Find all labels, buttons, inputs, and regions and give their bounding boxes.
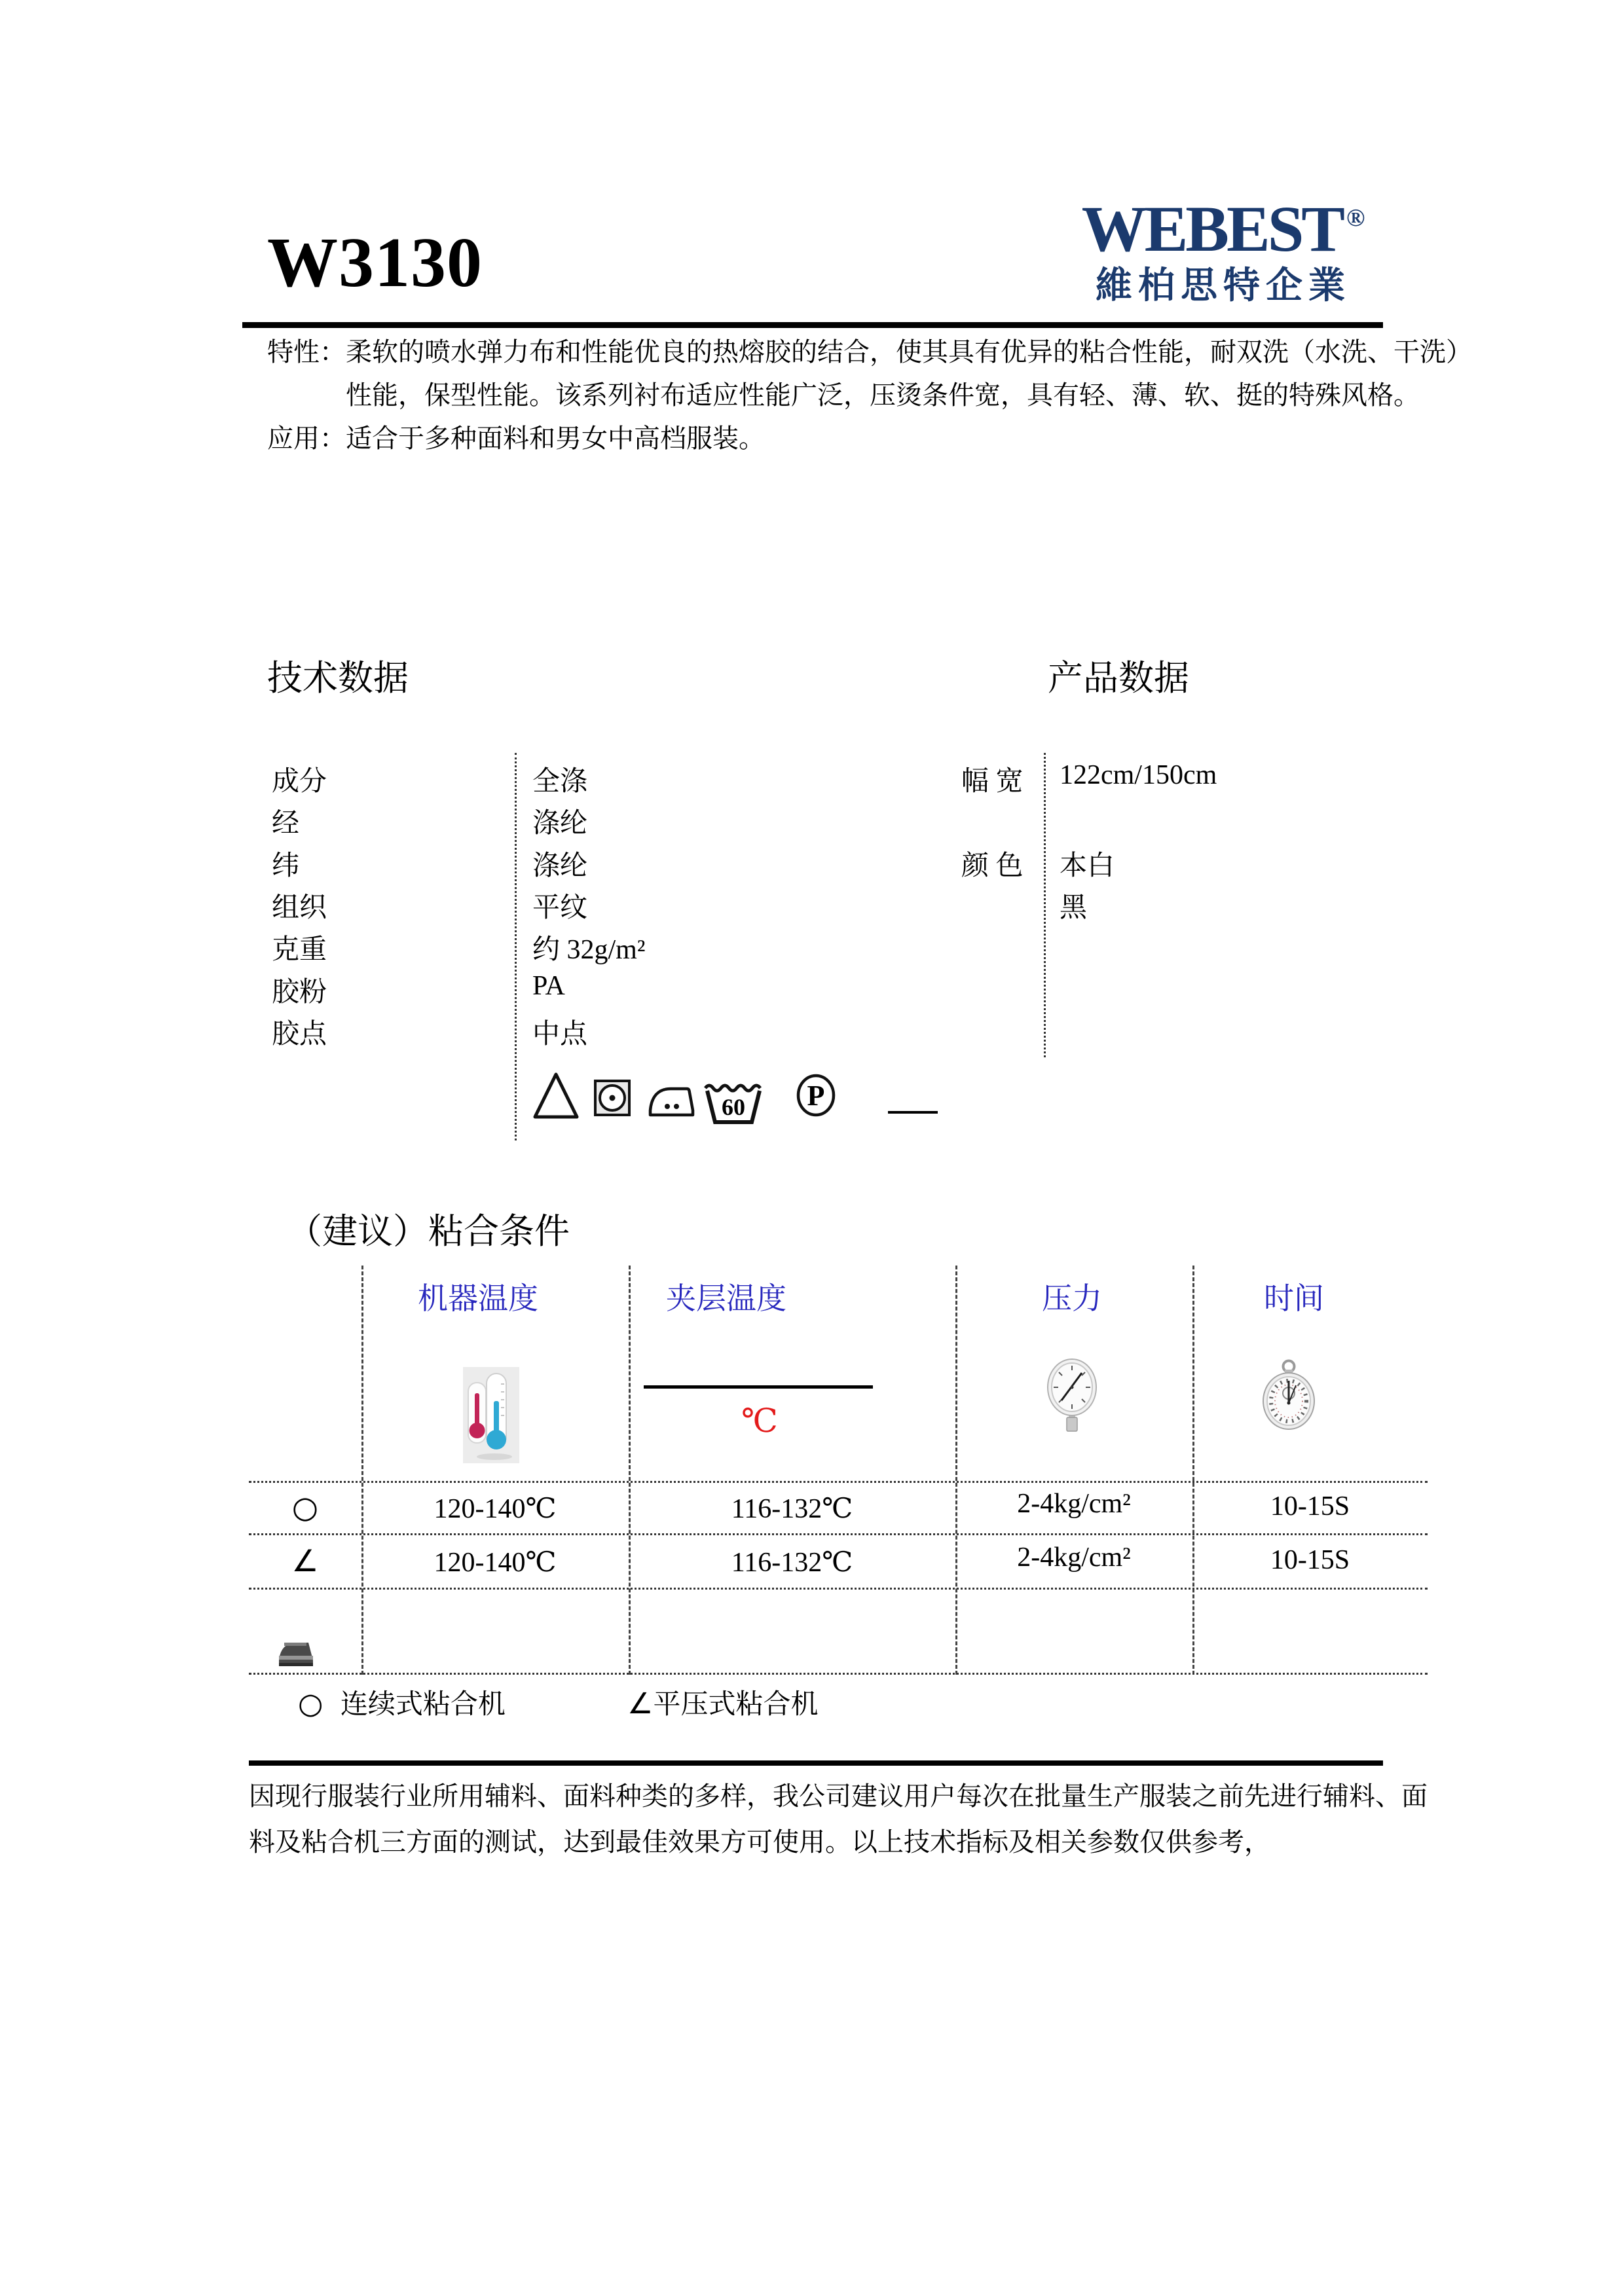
footer-note-line-2: 料及粘合机三方面的测试，达到最佳效果方可使用。以上技术指标及相关参数仅供参考， bbox=[249, 1827, 1270, 1857]
interlayer-temp-value: 116-132℃ bbox=[731, 1494, 853, 1524]
brand-name: WEBEST bbox=[1081, 192, 1343, 265]
time-value: 10-15S bbox=[1270, 1491, 1350, 1522]
bonding-table bbox=[249, 1266, 1428, 1676]
machine-temp-value: 120-140℃ bbox=[434, 1548, 557, 1578]
application-line bbox=[267, 423, 765, 454]
table-row-line bbox=[249, 1588, 1428, 1590]
tech-row-label: 成分 bbox=[272, 767, 327, 797]
col-header-time: 时间 bbox=[1264, 1282, 1324, 1315]
application-text: 适合于多种面料和男女中高档服装。 bbox=[346, 424, 765, 453]
dry-clean-p-icon bbox=[796, 1072, 836, 1121]
footer-note-line-1: 因现行服装行业所用辅料、面料种类的多样，我公司建议用户每次在批量生产服装之前先进行辅料、面 bbox=[249, 1781, 1428, 1811]
product-color-label: 颜 色 bbox=[961, 851, 1024, 881]
table-row-line bbox=[249, 1481, 1428, 1483]
legend-flat-press-machine bbox=[627, 1683, 818, 1722]
product-data-title: 产品数据 bbox=[1048, 659, 1189, 698]
iron-two-dots-icon bbox=[647, 1078, 695, 1121]
table-column-line bbox=[629, 1266, 631, 1675]
tech-row-value: 中点 bbox=[532, 1019, 588, 1049]
wash-temp-value: 60 bbox=[722, 1094, 745, 1120]
interlayer-temp-value: 116-132℃ bbox=[731, 1548, 853, 1578]
feature-line-1 bbox=[267, 337, 1472, 368]
tech-row-label: 克重 bbox=[272, 935, 327, 965]
brand-logo bbox=[1073, 192, 1374, 306]
product-color-value-2: 黑 bbox=[1060, 893, 1088, 923]
application-label: 应用： bbox=[267, 424, 346, 453]
continuous-machine-label: 连续式粘合机 bbox=[340, 1690, 506, 1720]
col-header-interlayer-temp: 夹层温度 bbox=[666, 1282, 786, 1315]
registered-trademark-icon: ® bbox=[1346, 204, 1365, 232]
row-symbol-continuous: ○ bbox=[291, 1489, 319, 1525]
table-column-line bbox=[955, 1266, 957, 1675]
product-width-label: 幅 宽 bbox=[961, 767, 1024, 797]
feature-text-1: 柔软的喷水弹力布和性能优良的热熔胶的结合，使其具有优异的粘合性能，耐双洗（水洗、干洗） bbox=[346, 337, 1472, 367]
tech-row-label: 纬 bbox=[272, 851, 300, 881]
product-code: W3130 bbox=[267, 224, 483, 302]
tech-row-label: 组织 bbox=[272, 893, 327, 923]
product-width-value: 122cm/150cm bbox=[1060, 760, 1217, 790]
tech-row-label: 胶粉 bbox=[272, 977, 327, 1008]
header-divider bbox=[242, 322, 1383, 328]
tech-row-value: 涤纶 bbox=[532, 809, 588, 839]
tech-row-label: 胶点 bbox=[272, 1019, 327, 1049]
thermometer-icon bbox=[463, 1367, 519, 1467]
pressure-value: 2-4kg/cm² bbox=[1017, 1542, 1131, 1573]
time-value: 10-15S bbox=[1270, 1545, 1350, 1575]
footer-divider bbox=[249, 1760, 1383, 1766]
tech-row-value: 涤纶 bbox=[532, 851, 588, 881]
tech-row-value: 平纹 bbox=[532, 893, 588, 923]
celsius-unit: ℃ bbox=[741, 1402, 778, 1439]
continuous-machine-symbol: ○ bbox=[298, 1687, 323, 1721]
table-row-line bbox=[249, 1533, 1428, 1535]
wash-60-icon bbox=[702, 1080, 765, 1129]
brand-logo-wordmark bbox=[1073, 192, 1374, 265]
dry-clean-letter: P bbox=[807, 1080, 825, 1112]
tech-data-title: 技术数据 bbox=[267, 659, 409, 698]
stopwatch-icon bbox=[1260, 1358, 1316, 1434]
row-symbol-flat-press: ∠ bbox=[291, 1543, 319, 1578]
feature-line-2: 性能，保型性能。该系列衬布适应性能广泛，压烫条件宽，具有轻、薄、软、挺的特殊风格。 bbox=[346, 380, 1420, 410]
iron-press-icon bbox=[275, 1631, 317, 1672]
feature-label: 特性： bbox=[267, 337, 346, 367]
col-header-pressure: 压力 bbox=[1042, 1282, 1102, 1315]
brand-company-name: 維柏思特企業 bbox=[1096, 264, 1351, 306]
pressure-value: 2-4kg/cm² bbox=[1017, 1489, 1131, 1519]
dry-flat-line-icon bbox=[888, 1111, 938, 1114]
flat-press-machine-label: 平压式粘合机 bbox=[653, 1690, 819, 1720]
bonding-conditions-title: （建议）粘合条件 bbox=[287, 1212, 570, 1251]
pressure-gauge-icon bbox=[1046, 1357, 1098, 1437]
flat-press-machine-symbol: ∠ bbox=[627, 1687, 654, 1721]
tech-row-value: PA bbox=[532, 971, 565, 1001]
table-column-line bbox=[1192, 1266, 1194, 1675]
tech-row-value: 约 32g/m² bbox=[532, 935, 646, 965]
col-header-machine-temp: 机器温度 bbox=[418, 1282, 538, 1315]
product-color-value-1: 本白 bbox=[1060, 851, 1115, 881]
machine-temp-value: 120-140℃ bbox=[434, 1494, 557, 1524]
interlayer-temp-line bbox=[644, 1385, 873, 1389]
product-table-divider bbox=[1044, 753, 1046, 1057]
table-row-line bbox=[249, 1673, 1428, 1675]
tech-row-value: 全涤 bbox=[532, 767, 588, 797]
table-column-line bbox=[361, 1266, 363, 1675]
tech-table-divider bbox=[515, 753, 517, 1140]
legend-continuous-machine bbox=[298, 1683, 506, 1722]
tech-row-label: 经 bbox=[272, 809, 300, 839]
bleach-triangle-icon bbox=[532, 1070, 580, 1124]
tumble-dry-icon bbox=[593, 1079, 631, 1120]
